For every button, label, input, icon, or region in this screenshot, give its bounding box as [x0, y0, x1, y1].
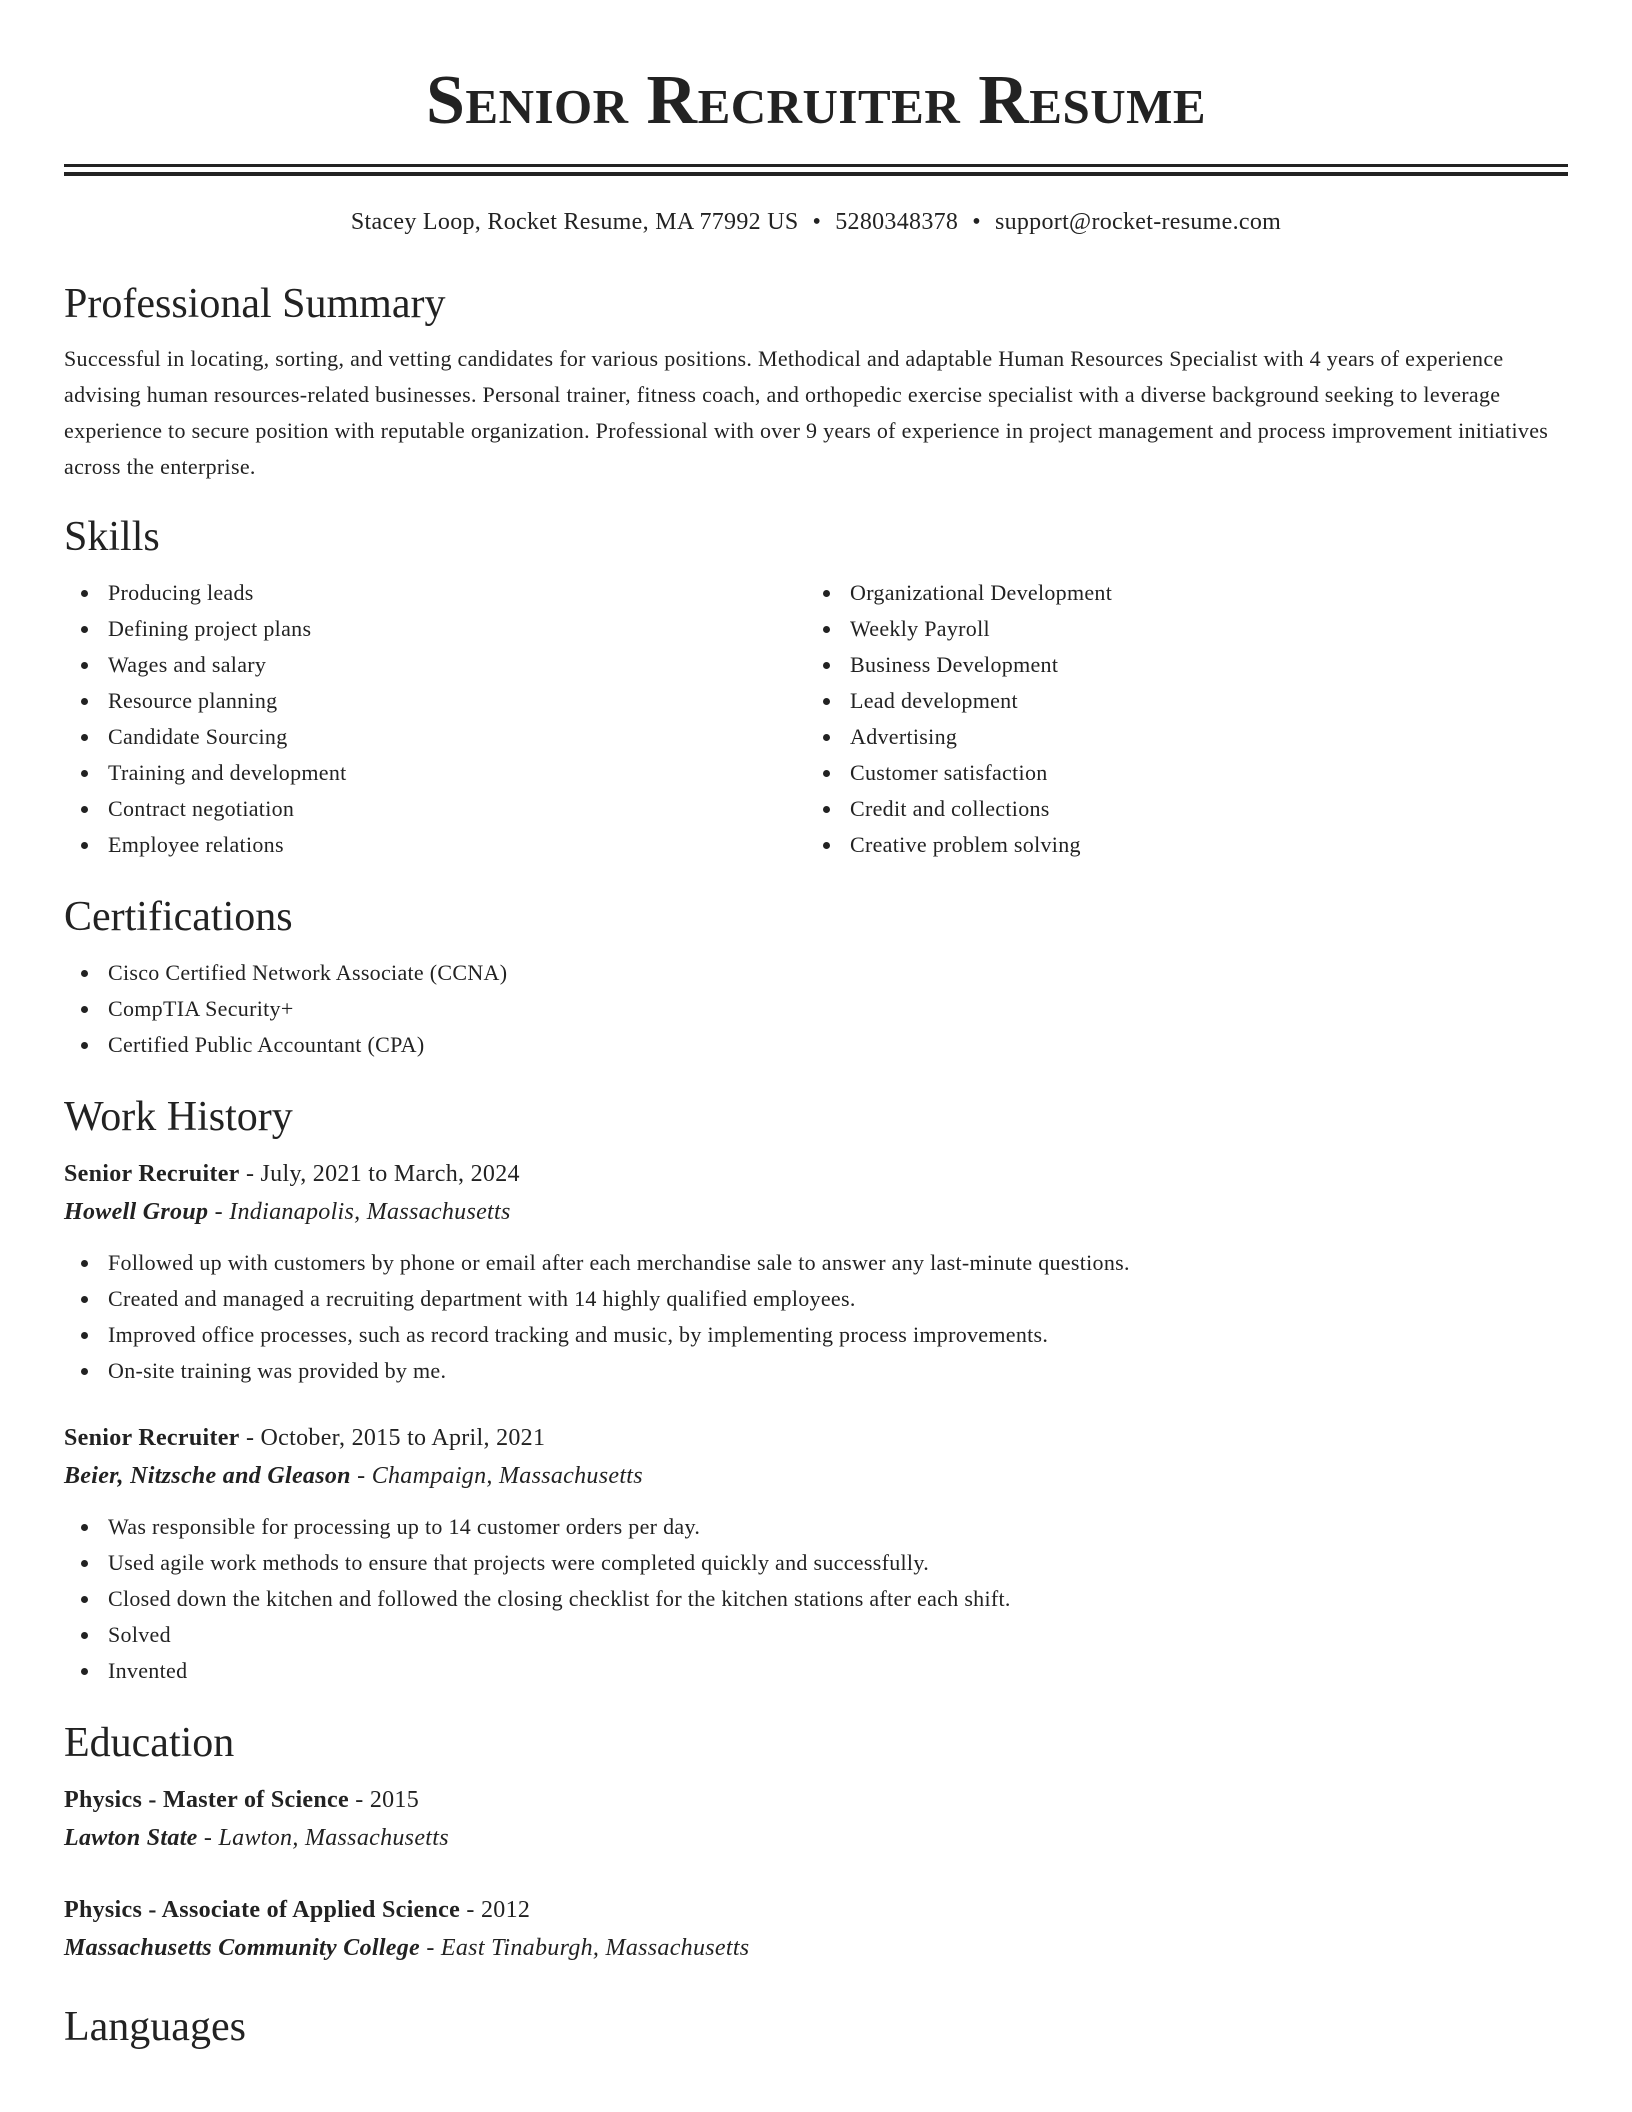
job-bullet: Solved — [64, 1617, 1568, 1653]
skills-section — [64, 511, 1568, 863]
job-title: Senior Recruiter — [64, 1425, 240, 1451]
job-company: Beier, Nitzsche and Gleason — [64, 1463, 351, 1489]
summary-heading: Professional Summary — [64, 281, 446, 327]
skill-item: Wages and salary — [64, 647, 806, 683]
skill-item: Organizational Development — [806, 575, 1548, 611]
skills-list-right — [806, 575, 1548, 863]
job-location: Indianapolis, Massachusetts — [229, 1199, 511, 1225]
education-degree-line: Physics - Master of Science - 2015 — [64, 1787, 420, 1813]
skill-item: Candidate Sourcing — [64, 719, 806, 755]
contact-email: support@rocket-resume.com — [994, 209, 1282, 235]
job-location: Champaign, Massachusetts — [371, 1463, 643, 1489]
contact-separator: • — [812, 209, 822, 235]
job-bullets — [64, 1245, 1568, 1389]
job-title-line: Senior Recruiter - July, 2021 to March, 2024 — [64, 1161, 520, 1187]
education-school: Lawton State — [64, 1825, 198, 1851]
skill-item: Customer satisfaction — [806, 755, 1548, 791]
job-bullet: Invented — [64, 1653, 1568, 1689]
skill-item: Advertising — [806, 719, 1548, 755]
languages-section — [64, 2001, 1568, 2053]
job-bullet: Improved office processes, such as record tracking and music, by implementing process improvements. — [64, 1317, 1568, 1353]
skill-item: Weekly Payroll — [806, 611, 1548, 647]
summary-text: Successful in locating, sorting, and vetting candidates for various positions. Methodical and adaptable Human Resources Specialist with 4 years of experience advising human resources-related businesses. Personal trainer, fitness coach, and orthopedic exercise specialist with a diverse background seeking to leverage experience to secure position with reputable organization. Professional with over 9 years of experience in project management and process improvement initiatives across the enterprise. — [64, 346, 1549, 479]
job-title-line: Senior Recruiter - October, 2015 to April, 2021 — [64, 1425, 546, 1451]
certifications-heading: Certifications — [64, 894, 293, 940]
job-title: Senior Recruiter — [64, 1161, 240, 1187]
certifications-list — [64, 955, 1568, 1063]
languages-heading: Languages — [64, 2004, 246, 2050]
education-year: 2015 — [369, 1787, 420, 1813]
certification-item: Certified Public Accountant (CPA) — [64, 1027, 1568, 1063]
skill-item: Creative problem solving — [806, 827, 1548, 863]
contact-address: Stacey Loop, Rocket Resume, MA 77992 US — [350, 209, 799, 235]
skill-item: Business Development — [806, 647, 1548, 683]
title-divider-bottom — [64, 172, 1568, 176]
skills-list-left — [64, 575, 806, 863]
education-entry — [64, 1781, 1568, 1857]
job-bullet: Used agile work methods to ensure that projects were completed quickly and successfully. — [64, 1545, 1568, 1581]
resume-page — [64, 0, 1568, 2053]
title-divider-top — [64, 164, 1568, 167]
job-bullet: Closed down the kitchen and followed the closing checklist for the kitchen stations after each shift. — [64, 1581, 1568, 1617]
skill-item: Credit and collections — [806, 791, 1548, 827]
skill-item: Training and development — [64, 755, 806, 791]
job-company-line: Beier, Nitzsche and Gleason - Champaign, Massachusetts — [64, 1463, 643, 1489]
skills-grid — [64, 575, 1568, 863]
job-entry — [64, 1419, 1568, 1689]
skill-item: Lead development — [806, 683, 1548, 719]
certifications-section — [64, 891, 1568, 1063]
skill-item: Employee relations — [64, 827, 806, 863]
job-bullet: Created and managed a recruiting department with 14 highly qualified employees. — [64, 1281, 1568, 1317]
education-school: Massachusetts Community College — [64, 1935, 421, 1961]
education-section — [64, 1717, 1568, 1967]
work-history-heading: Work History — [64, 1094, 293, 1140]
education-degree: Physics - Associate of Applied Science — [64, 1897, 461, 1923]
work-history-section — [64, 1091, 1568, 1689]
job-dates: July, 2021 to March, 2024 — [260, 1161, 520, 1187]
skill-item: Resource planning — [64, 683, 806, 719]
education-degree-line: Physics - Associate of Applied Science - 2012 — [64, 1897, 531, 1923]
education-location: East Tinaburgh, Massachusetts — [440, 1935, 750, 1961]
summary-section — [64, 278, 1568, 485]
resume-title: Senior Recruiter Resume — [425, 62, 1207, 139]
job-entry — [64, 1155, 1568, 1389]
contact-line — [64, 206, 1568, 238]
contact-separator: • — [972, 209, 981, 235]
job-dates: October, 2015 to April, 2021 — [260, 1425, 546, 1451]
job-company: Howell Group — [64, 1199, 209, 1225]
job-bullet: On-site training was provided by me. — [64, 1353, 1568, 1389]
education-school-line: Lawton State - Lawton, Massachusetts — [64, 1825, 449, 1851]
education-location: Lawton, Massachusetts — [218, 1825, 449, 1851]
job-bullet: Followed up with customers by phone or email after each merchandise sale to answer any last-minute questions. — [64, 1245, 1568, 1281]
skills-heading: Skills — [64, 514, 160, 560]
certification-item: Cisco Certified Network Associate (CCNA) — [64, 955, 1568, 991]
education-year: 2012 — [480, 1897, 531, 1923]
job-company-line: Howell Group - Indianapolis, Massachusetts — [64, 1199, 511, 1225]
contact-phone: 5280348378 — [835, 209, 959, 235]
education-school-line: Massachusetts Community College - East Tinaburgh, Massachusetts — [64, 1935, 750, 1961]
skill-item: Defining project plans — [64, 611, 806, 647]
education-heading: Education — [64, 1720, 235, 1766]
education-entry — [64, 1891, 1568, 1967]
education-degree: Physics - Master of Science — [64, 1787, 349, 1813]
skill-item: Producing leads — [64, 575, 806, 611]
job-bullets — [64, 1509, 1568, 1689]
skill-item: Contract negotiation — [64, 791, 806, 827]
job-bullet: Was responsible for processing up to 14 customer orders per day. — [64, 1509, 1568, 1545]
certification-item: CompTIA Security+ — [64, 991, 1568, 1027]
